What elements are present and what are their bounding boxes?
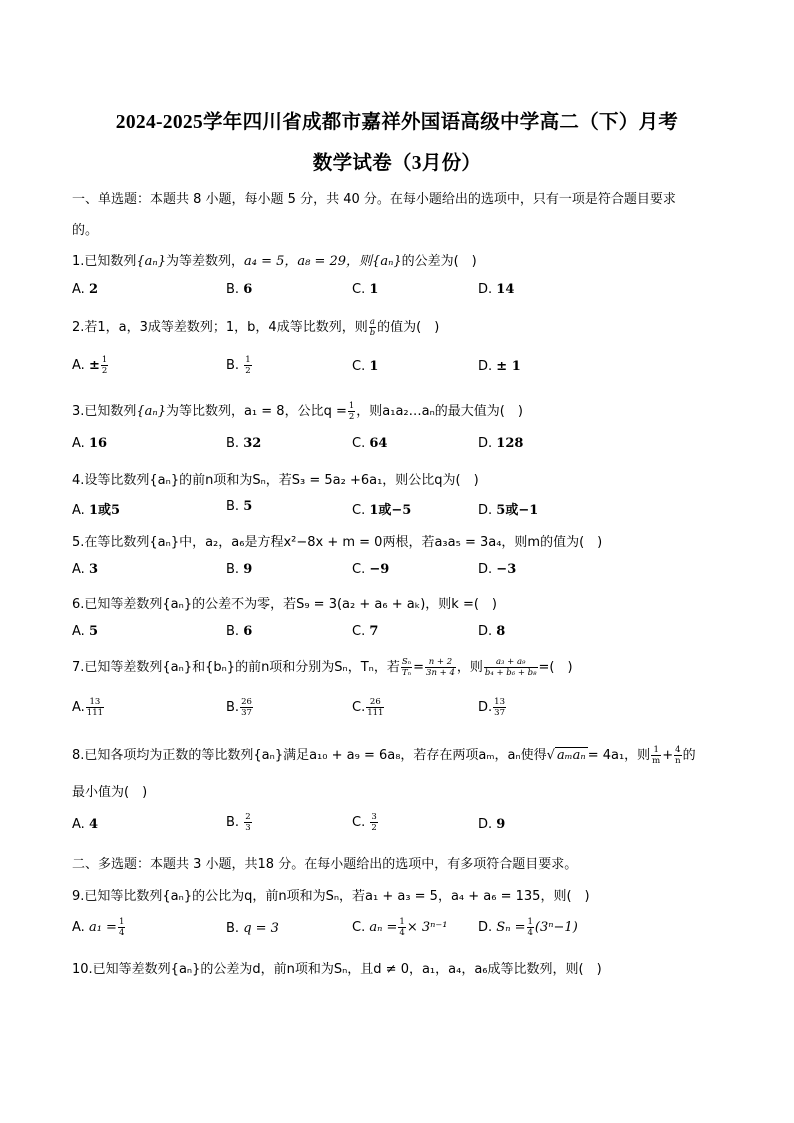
q2-option-b[interactable]: B. $\frac{1}{2}$	[226, 355, 251, 376]
fraction-a-over-b: $\frac{a}{b}$	[369, 317, 376, 338]
q5-option-c[interactable]: C. −9	[352, 562, 390, 577]
question-10: 10.已知等差数列{aₙ}的公差为d，前n项和为Sₙ，且d ≠ 0，a₁，a₄，a₆成等比数列，则( )	[72, 962, 602, 977]
q4-option-d[interactable]: D. 5或−1	[478, 503, 539, 518]
question-9: 9.已知等比数列{aₙ}的公比为q，前n项和为Sₙ，若a₁ + a₃ = 5，a₄ + a₆ = 135，则( )	[72, 889, 590, 904]
q4-option-b[interactable]: B. 5	[226, 499, 253, 514]
q9-option-a[interactable]: A. a₁ = $\frac{1}{4}$	[72, 917, 125, 938]
q5-option-b[interactable]: B. 9	[226, 562, 253, 577]
q4-option-a[interactable]: A. 1或5	[72, 503, 121, 518]
question-8-cont: 最小值为( )	[72, 785, 148, 800]
q8-option-a[interactable]: A. 4	[72, 817, 98, 832]
question-2: 2.若1，a，3成等差数列；1，b，4成等比数列，则 $\frac{a}{b}$ 的值为( )	[72, 317, 440, 338]
q6-option-b[interactable]: B. 6	[226, 624, 253, 639]
q3-option-c[interactable]: C. 64	[352, 436, 388, 451]
q1-option-a[interactable]: A. 2	[72, 282, 98, 297]
q2-option-c[interactable]: C. 1	[352, 359, 379, 374]
q9-option-c[interactable]: C. aₙ = $\frac{1}{4}$ × 3ⁿ⁻¹	[352, 917, 448, 938]
question-1: 1.已知数列{aₙ}为等差数列，a₄ = 5，a₈ = 29，则{aₙ}的公差为( )	[72, 254, 477, 269]
q2-option-a[interactable]: A. ± $\frac{1}{2}$	[72, 355, 108, 376]
section1-heading-cont: 的。	[72, 223, 99, 238]
question-6: 6.已知等差数列{aₙ}的公差不为零，若S₉ = 3(a₂ + a₆ + aₖ)，则k =( )	[72, 597, 497, 612]
question-3: 3.已知数列{aₙ}为等比数列，a₁ = 8，公比q = $\frac{1}{2}$ ，则a₁a₂…aₙ的最大值为( )	[72, 401, 523, 422]
q1-option-c[interactable]: C. 1	[352, 282, 379, 297]
q5-option-d[interactable]: D. −3	[478, 562, 517, 577]
q3-option-a[interactable]: A. 16	[72, 436, 108, 451]
q1-option-b[interactable]: B. 6	[226, 282, 253, 297]
q9-option-d[interactable]: D. Sₙ = $\frac{1}{4}$ (3ⁿ−1)	[478, 917, 578, 938]
question-8: 8.已知各项均为正数的等比数列{aₙ}满足a₁₀ + a₉ = 6a₈，若存在两项aₘ，aₙ使得√ aₘaₙ = 4a₁，则 $\frac{1}{m}$ + $\frac{4}{n}$ 的	[72, 745, 696, 766]
q1-option-d[interactable]: D. 14	[478, 282, 515, 297]
q6-option-d[interactable]: D. 8	[478, 624, 506, 639]
q7-option-b[interactable]: B. $\frac{26}{37}$	[226, 697, 252, 718]
section1-heading: 一、单选题：本题共 8 小题，每小题 5 分，共 40 分。在每小题给出的选项中，只有一项是符合题目要求	[72, 192, 676, 207]
exam-subtitle: 数学试卷（3月份）	[312, 153, 482, 174]
q5-option-a[interactable]: A. 3	[72, 562, 98, 577]
section2-heading: 二、多选题：本题共 3 小题，共18 分。在每小题给出的选项中，有多项符合题目要求。	[72, 857, 578, 872]
q8-option-d[interactable]: D. 9	[478, 817, 506, 832]
q9-option-b[interactable]: B. q = 3	[226, 921, 279, 936]
q2-option-d[interactable]: D. ± 1	[478, 359, 521, 374]
exam-title: 2024-2025学年四川省成都市嘉祥外国语高级中学高二（下）月考	[115, 112, 679, 133]
q3-option-b[interactable]: B. 32	[226, 436, 262, 451]
q7-option-d[interactable]: D. $\frac{13}{37}$	[478, 697, 505, 718]
q6-option-a[interactable]: A. 5	[72, 624, 98, 639]
q8-option-c[interactable]: C. $\frac{3}{2}$	[352, 812, 377, 833]
q7-option-c[interactable]: C. $\frac{26}{111}$	[352, 697, 384, 718]
question-4: 4.设等比数列{aₙ}的前n项和为Sₙ，若S₃ = 5a₂ +6a₁，则公比q为( )	[72, 473, 479, 488]
q4-option-c[interactable]: C. 1或−5	[352, 503, 412, 518]
question-5: 5.在等比数列{aₙ}中，a₂，a₆是方程x²−8x + m = 0两根，若a₃a₅ = 3a₄，则m的值为( )	[72, 535, 603, 550]
q3-option-d[interactable]: D. 128	[478, 436, 524, 451]
q7-option-a[interactable]: A. $\frac{13}{111}$	[72, 697, 104, 718]
question-7: 7.已知等差数列{aₙ}和{bₙ}的前n项和分别为Sₙ，Tₙ，若 $\frac{\text{Sₙ}}{\text{Tₙ}}$ = $\frac{n + 2}{3n + 4}$ ，则 $\frac{\text{a₃ + a₉}}{\text{b₄ + b₆ + b₈}}$ =( )	[72, 657, 573, 678]
q6-option-c[interactable]: C. 7	[352, 624, 379, 639]
q8-option-b[interactable]: B. $\frac{2}{3}$	[226, 812, 251, 833]
